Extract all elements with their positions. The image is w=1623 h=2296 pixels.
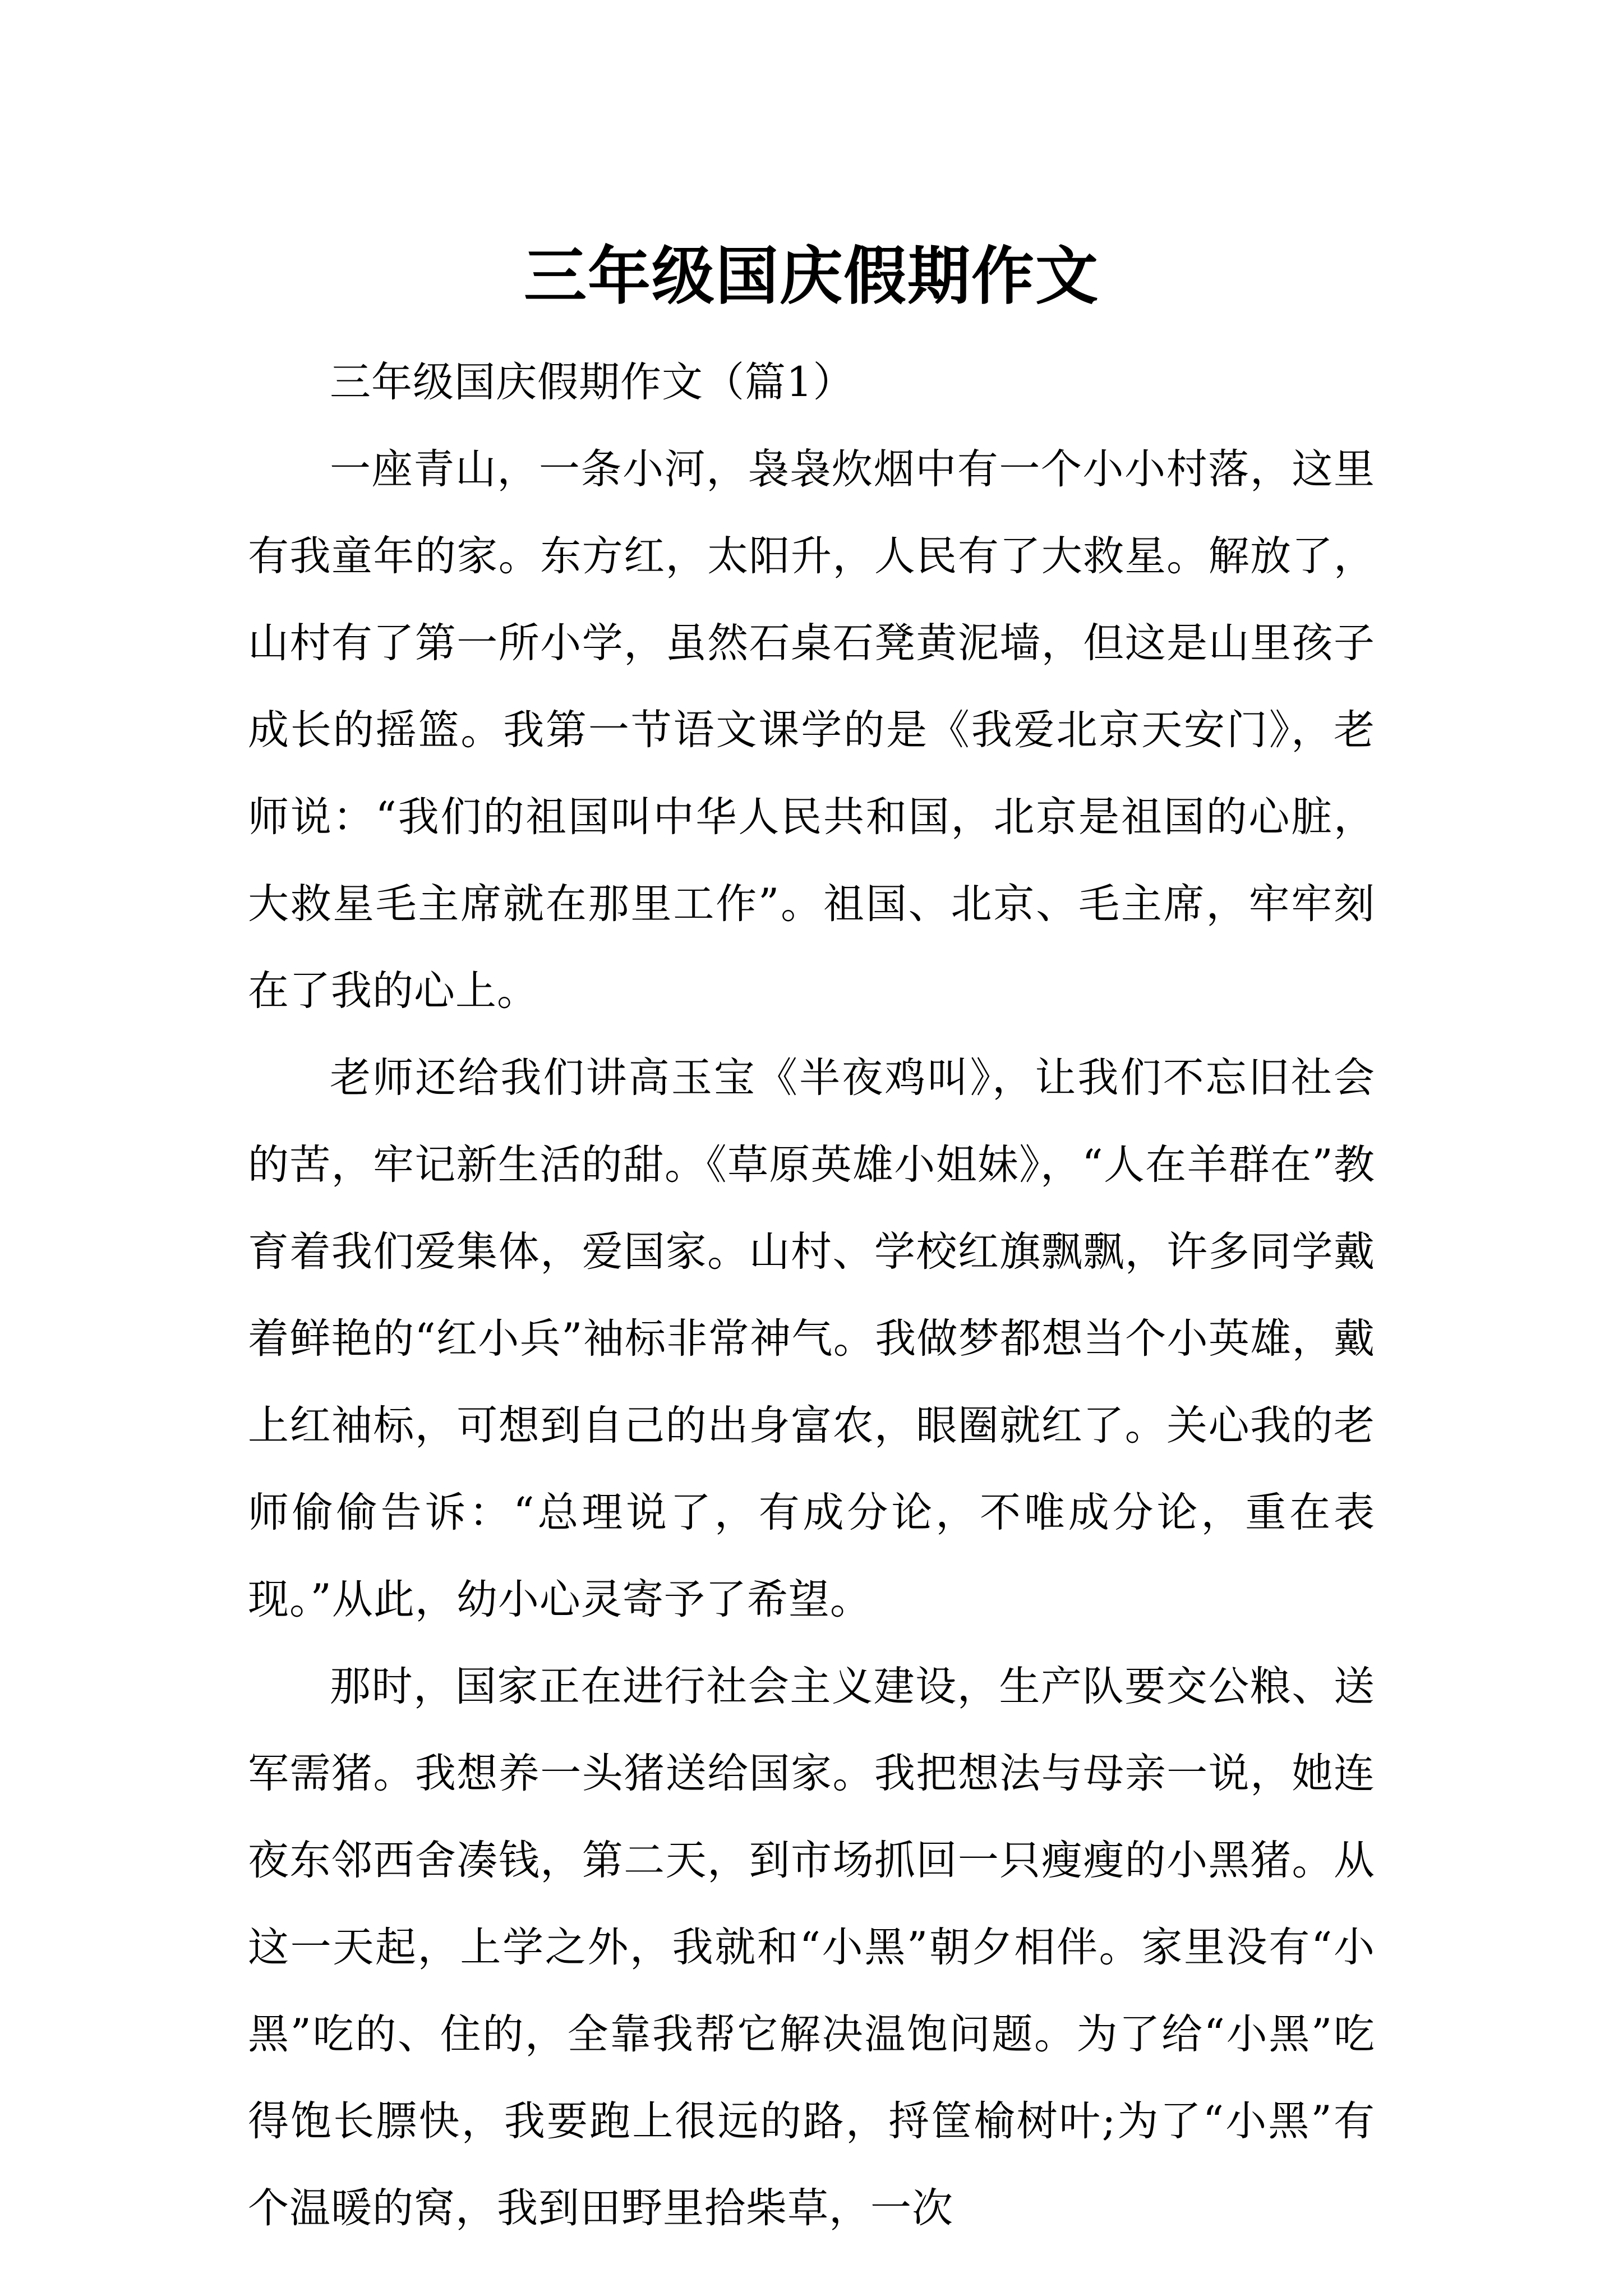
paragraph: 那时，国家正在进行社会主义建设，生产队要交公粮、送军需猪。我想养一头猪送给国家。我把想法与母亲一说，她连夜东邻西舍凑钱，第二天，到市场抓回一只瘦瘦的小黑猪。从这一天起，上学之外，我就和“小黑”朝夕相伴。家里没有“小黑”吃的、住的，全靠我帮它解决温饱问题。为了给“小黑”吃得饱长膘快，我要跑上很远的路，捋筐榆树叶;为了“小黑”有个温暖的窝，我到田野里拾柴草，一次 — [248, 1663, 1375, 2232]
document-title: 三年级国庆假期作文 — [524, 240, 1099, 314]
paragraph: 老师还给我们讲高玉宝《半夜鸡叫》，让我们不忘旧社会的苦，牢记新生活的甜。《草原英雄小姐妹》，“人在羊群在”教育着我们爱集体，爱国家。山村、学校红旗飘飘，许多同学戴着鲜艳的“红小兵”袖标非常神气。我做梦都想当个小英雄，戴上红袖标，可想到自己的出身富农，眼圈就红了。关心我的老师偷偷告诉：“总理说了，有成分论，不唯成分论，重在表现。”从此，幼小心灵寄予了希望。 — [248, 1054, 1375, 1623]
paragraph: 一座青山，一条小河，袅袅炊烟中有一个小小村落，这里有我童年的家。东方红，太阳升，人民有了大救星。解放了，山村有了第一所小学，虽然石桌石凳黄泥墙，但这是山里孩子成长的摇篮。我第一节语文课学的是《我爱北京天安门》，老师说：“我们的祖国叫中华人民共和国，北京是祖国的心脏，大救星毛主席就在那里工作”。祖国、北京、毛主席，牢牢刻在了我的心上。 — [248, 445, 1375, 1015]
section-heading: 三年级国庆假期作文（篇1） — [330, 358, 855, 406]
document-body — [248, 339, 1375, 2252]
